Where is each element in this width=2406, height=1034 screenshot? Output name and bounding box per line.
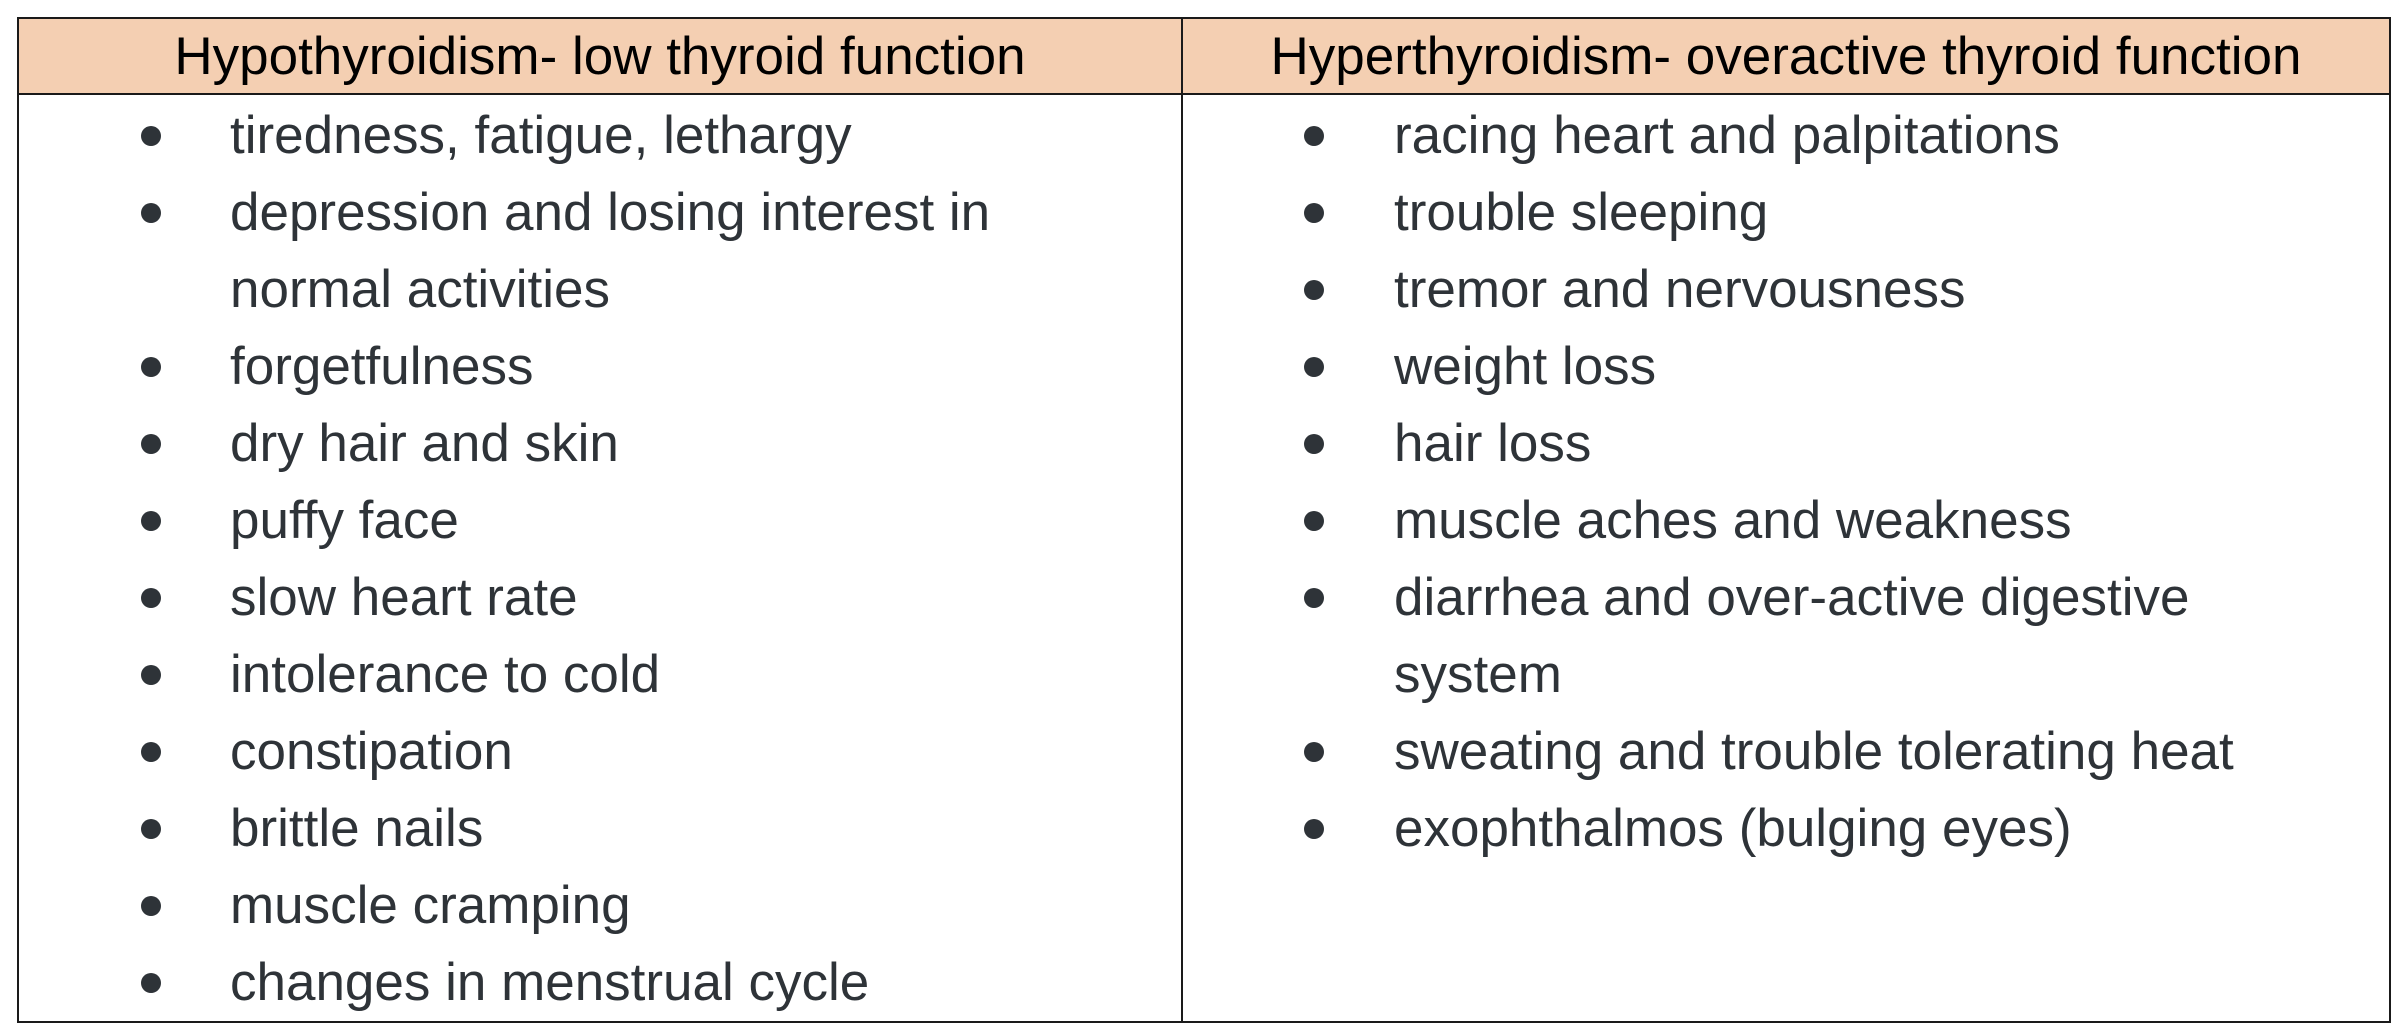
bullet-icon <box>1304 742 1324 762</box>
symptom-text: racing heart and palpitations <box>1394 106 2060 165</box>
list-item <box>1183 559 2389 713</box>
bullet-icon <box>1304 357 1324 377</box>
bullet-icon <box>141 203 161 223</box>
list-item <box>1183 328 2389 405</box>
symptom-text: slow heart rate <box>230 568 578 627</box>
list-item <box>19 174 1181 328</box>
symptom-text: intolerance to cold <box>230 645 661 704</box>
bullet-icon <box>141 819 161 839</box>
hypothyroidism-cell <box>18 94 1182 1022</box>
thyroid-symptom-table <box>17 17 2391 1023</box>
symptom-text: trouble sleeping <box>1394 183 1769 242</box>
header-hyperthyroidism: Hyperthyroidism- overactive thyroid function <box>1182 18 2390 94</box>
list-item <box>1183 713 2389 790</box>
bullet-icon <box>141 357 161 377</box>
list-item <box>19 867 1181 944</box>
list-item <box>19 328 1181 405</box>
list-item <box>19 636 1181 713</box>
list-item <box>1183 97 2389 174</box>
bullet-icon <box>141 973 161 993</box>
bullet-icon <box>141 434 161 454</box>
list-item <box>19 559 1181 636</box>
bullet-icon <box>1304 434 1324 454</box>
symptom-text: tiredness, fatigue, lethargy <box>230 106 852 165</box>
symptom-text: brittle nails <box>230 799 484 858</box>
symptom-text: puffy face <box>230 491 459 550</box>
bullet-icon <box>141 126 161 146</box>
bullet-icon <box>1304 203 1324 223</box>
hypothyroidism-symptom-list <box>19 95 1181 1021</box>
bullet-icon <box>1304 511 1324 531</box>
symptom-text: dry hair and skin <box>230 414 619 473</box>
symptom-text: muscle aches and weakness <box>1394 491 2072 550</box>
bullet-icon <box>141 896 161 916</box>
symptom-text: sweating and trouble tolerating heat <box>1394 722 2234 781</box>
symptom-text: tremor and nervousness <box>1394 260 1966 319</box>
list-item <box>1183 482 2389 559</box>
list-item <box>19 482 1181 559</box>
bullet-icon <box>141 511 161 531</box>
symptom-text: forgetfulness <box>230 337 534 396</box>
symptom-text: hair loss <box>1394 414 1592 473</box>
list-item <box>19 405 1181 482</box>
symptom-text: muscle cramping <box>230 876 631 935</box>
hyperthyroidism-cell <box>1182 94 2390 1022</box>
list-item <box>19 790 1181 867</box>
header-hypothyroidism: Hypothyroidism- low thyroid function <box>18 18 1182 94</box>
bullet-icon <box>1304 126 1324 146</box>
bullet-icon <box>141 665 161 685</box>
list-item <box>1183 790 2389 867</box>
list-item <box>1183 174 2389 251</box>
list-item <box>19 97 1181 174</box>
bullet-icon <box>1304 588 1324 608</box>
list-item <box>19 713 1181 790</box>
list-item <box>19 944 1181 1021</box>
header-row <box>18 18 2390 94</box>
symptoms-row <box>18 94 2390 1022</box>
symptom-text: changes in menstrual cycle <box>230 953 870 1012</box>
bullet-icon <box>1304 280 1324 300</box>
bullet-icon <box>141 588 161 608</box>
symptom-text: depression and losing interest in normal activities <box>230 183 991 319</box>
hyperthyroidism-symptom-list <box>1183 95 2389 867</box>
list-item <box>1183 251 2389 328</box>
bullet-icon <box>1304 819 1324 839</box>
symptom-text: weight loss <box>1394 337 1657 396</box>
symptom-text: constipation <box>230 722 513 781</box>
bullet-icon <box>141 742 161 762</box>
symptom-text: diarrhea and over-active digestive system <box>1394 568 2190 704</box>
list-item <box>1183 405 2389 482</box>
symptom-text: exophthalmos (bulging eyes) <box>1394 799 2072 858</box>
